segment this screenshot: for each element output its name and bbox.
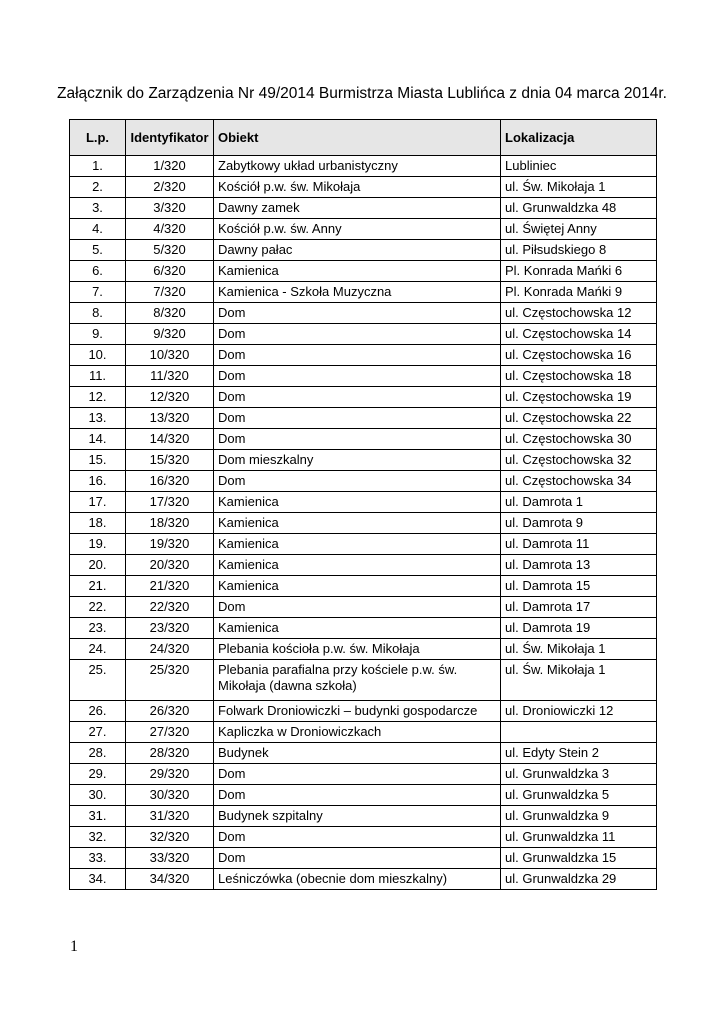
- cell-object: Folwark Droniowiczki – budynki gospodarcze: [214, 701, 501, 722]
- table-row: [70, 324, 657, 345]
- cell-object: Kościół p.w. św. Mikołaja: [214, 177, 501, 198]
- cell-identifier: 5/320: [126, 240, 214, 261]
- cell-lp: 9.: [70, 324, 126, 345]
- cell-location: ul. Damrota 15: [501, 576, 657, 597]
- cell-location: ul. Częstochowska 19: [501, 387, 657, 408]
- cell-location: ul. Piłsudskiego 8: [501, 240, 657, 261]
- cell-identifier: 2/320: [126, 177, 214, 198]
- table-row: [70, 743, 657, 764]
- table-row: [70, 387, 657, 408]
- cell-identifier: 23/320: [126, 618, 214, 639]
- cell-lp: 31.: [70, 806, 126, 827]
- cell-object: Dom: [214, 345, 501, 366]
- cell-location: ul. Droniowiczki 12: [501, 701, 657, 722]
- cell-object: Dom: [214, 429, 501, 450]
- cell-identifier: 9/320: [126, 324, 214, 345]
- header-location: Lokalizacja: [501, 120, 657, 156]
- table-row: [70, 785, 657, 806]
- cell-identifier: 28/320: [126, 743, 214, 764]
- cell-identifier: 4/320: [126, 219, 214, 240]
- cell-identifier: 27/320: [126, 722, 214, 743]
- cell-lp: 1.: [70, 156, 126, 177]
- table-row: [70, 827, 657, 848]
- table-row: [70, 639, 657, 660]
- cell-lp: 10.: [70, 345, 126, 366]
- cell-object: Dom: [214, 827, 501, 848]
- cell-object: Kamienica: [214, 534, 501, 555]
- cell-location: ul. Grunwaldzka 5: [501, 785, 657, 806]
- table-row: [70, 597, 657, 618]
- table-row: [70, 555, 657, 576]
- table-row: [70, 764, 657, 785]
- cell-identifier: 24/320: [126, 639, 214, 660]
- cell-object: Dom: [214, 597, 501, 618]
- cell-identifier: 32/320: [126, 827, 214, 848]
- table-row: [70, 240, 657, 261]
- cell-location: Pl. Konrada Mańki 6: [501, 261, 657, 282]
- cell-lp: 32.: [70, 827, 126, 848]
- cell-location: ul. Częstochowska 18: [501, 366, 657, 387]
- table-row: [70, 806, 657, 827]
- cell-identifier: 8/320: [126, 303, 214, 324]
- cell-identifier: 22/320: [126, 597, 214, 618]
- monuments-table: [69, 119, 657, 890]
- cell-location: ul. Częstochowska 12: [501, 303, 657, 324]
- cell-lp: 33.: [70, 848, 126, 869]
- cell-identifier: 26/320: [126, 701, 214, 722]
- cell-object: Kościół p.w. św. Anny: [214, 219, 501, 240]
- cell-location: ul. Grunwaldzka 48: [501, 198, 657, 219]
- table-row: [70, 534, 657, 555]
- cell-location: ul. Damrota 11: [501, 534, 657, 555]
- cell-object: Leśniczówka (obecnie dom mieszkalny): [214, 869, 501, 890]
- cell-object: Kamienica: [214, 555, 501, 576]
- table-row: [70, 869, 657, 890]
- cell-object: Dom: [214, 408, 501, 429]
- cell-lp: 5.: [70, 240, 126, 261]
- table-row: [70, 450, 657, 471]
- cell-lp: 23.: [70, 618, 126, 639]
- cell-object: Kapliczka w Droniowiczkach: [214, 722, 501, 743]
- cell-location: ul. Grunwaldzka 9: [501, 806, 657, 827]
- table-row: [70, 471, 657, 492]
- cell-location: ul. Damrota 13: [501, 555, 657, 576]
- cell-lp: 26.: [70, 701, 126, 722]
- cell-identifier: 18/320: [126, 513, 214, 534]
- table-row: [70, 848, 657, 869]
- cell-object: Dawny zamek: [214, 198, 501, 219]
- cell-identifier: 33/320: [126, 848, 214, 869]
- cell-object: Kamienica: [214, 492, 501, 513]
- cell-location: ul. Edyty Stein 2: [501, 743, 657, 764]
- cell-identifier: 1/320: [126, 156, 214, 177]
- header-object: Obiekt: [214, 120, 501, 156]
- cell-identifier: 7/320: [126, 282, 214, 303]
- cell-identifier: 21/320: [126, 576, 214, 597]
- cell-lp: 6.: [70, 261, 126, 282]
- cell-lp: 11.: [70, 366, 126, 387]
- cell-object: Kamienica: [214, 576, 501, 597]
- table-row: [70, 261, 657, 282]
- cell-location: ul. Św. Mikołaja 1: [501, 639, 657, 660]
- cell-identifier: 6/320: [126, 261, 214, 282]
- cell-location: ul. Damrota 17: [501, 597, 657, 618]
- table-row: [70, 282, 657, 303]
- cell-object: Dom: [214, 387, 501, 408]
- cell-lp: 2.: [70, 177, 126, 198]
- header-lp: L.p.: [70, 120, 126, 156]
- cell-identifier: 19/320: [126, 534, 214, 555]
- table-row: [70, 303, 657, 324]
- cell-location: ul. Częstochowska 14: [501, 324, 657, 345]
- cell-identifier: 14/320: [126, 429, 214, 450]
- cell-lp: 15.: [70, 450, 126, 471]
- cell-object: Kamienica: [214, 513, 501, 534]
- cell-object: Dom: [214, 764, 501, 785]
- cell-location: ul. Świętej Anny: [501, 219, 657, 240]
- cell-location: ul. Grunwaldzka 15: [501, 848, 657, 869]
- cell-lp: 21.: [70, 576, 126, 597]
- cell-identifier: 12/320: [126, 387, 214, 408]
- cell-object: Kamienica: [214, 618, 501, 639]
- cell-lp: 24.: [70, 639, 126, 660]
- cell-object: Dom: [214, 785, 501, 806]
- cell-identifier: 11/320: [126, 366, 214, 387]
- cell-lp: 7.: [70, 282, 126, 303]
- cell-object: Dom: [214, 848, 501, 869]
- cell-location: ul. Częstochowska 34: [501, 471, 657, 492]
- cell-object: Dom: [214, 303, 501, 324]
- cell-object: Plebania kościoła p.w. św. Mikołaja: [214, 639, 501, 660]
- cell-location: ul. Św. Mikołaja 1: [501, 660, 657, 701]
- table-row: [70, 198, 657, 219]
- cell-identifier: 31/320: [126, 806, 214, 827]
- cell-lp: 29.: [70, 764, 126, 785]
- cell-location: ul. Grunwaldzka 29: [501, 869, 657, 890]
- table-row: [70, 513, 657, 534]
- cell-lp: 4.: [70, 219, 126, 240]
- cell-lp: 18.: [70, 513, 126, 534]
- cell-identifier: 20/320: [126, 555, 214, 576]
- page-number: 1: [70, 938, 78, 955]
- cell-object: Kamienica: [214, 261, 501, 282]
- table-row: [70, 366, 657, 387]
- table-row: [70, 429, 657, 450]
- cell-location: ul. Damrota 1: [501, 492, 657, 513]
- cell-location: ul. Częstochowska 30: [501, 429, 657, 450]
- table-row: [70, 660, 657, 701]
- table-row: [70, 701, 657, 722]
- cell-identifier: 10/320: [126, 345, 214, 366]
- cell-location: ul. Grunwaldzka 11: [501, 827, 657, 848]
- cell-location: ul. Grunwaldzka 3: [501, 764, 657, 785]
- cell-object: Budynek: [214, 743, 501, 764]
- cell-object: Dom mieszkalny: [214, 450, 501, 471]
- table-row: [70, 618, 657, 639]
- cell-lp: 28.: [70, 743, 126, 764]
- cell-location: ul. Częstochowska 22: [501, 408, 657, 429]
- cell-identifier: 25/320: [126, 660, 214, 701]
- cell-lp: 17.: [70, 492, 126, 513]
- header-identifier: Identyfikator: [126, 120, 214, 156]
- cell-location: Pl. Konrada Mańki 9: [501, 282, 657, 303]
- cell-location: ul. Częstochowska 16: [501, 345, 657, 366]
- table-row: [70, 408, 657, 429]
- cell-lp: 12.: [70, 387, 126, 408]
- cell-identifier: 15/320: [126, 450, 214, 471]
- cell-location: ul. Damrota 9: [501, 513, 657, 534]
- cell-identifier: 29/320: [126, 764, 214, 785]
- cell-lp: 27.: [70, 722, 126, 743]
- table-row: [70, 219, 657, 240]
- table-row: [70, 722, 657, 743]
- cell-object: Budynek szpitalny: [214, 806, 501, 827]
- cell-identifier: 16/320: [126, 471, 214, 492]
- cell-identifier: 13/320: [126, 408, 214, 429]
- cell-lp: 20.: [70, 555, 126, 576]
- cell-object: Plebania parafialna przy kościele p.w. św. Mikołaja (dawna szkoła): [214, 660, 501, 701]
- cell-lp: 30.: [70, 785, 126, 806]
- cell-object: Dawny pałac: [214, 240, 501, 261]
- cell-identifier: 34/320: [126, 869, 214, 890]
- table-row: [70, 576, 657, 597]
- cell-lp: 19.: [70, 534, 126, 555]
- cell-identifier: 3/320: [126, 198, 214, 219]
- cell-lp: 25.: [70, 660, 126, 701]
- cell-location: ul. Damrota 19: [501, 618, 657, 639]
- cell-location: [501, 722, 657, 743]
- table-row: [70, 156, 657, 177]
- cell-object: Kamienica - Szkoła Muzyczna: [214, 282, 501, 303]
- cell-lp: 3.: [70, 198, 126, 219]
- table-body: [70, 156, 657, 890]
- cell-lp: 8.: [70, 303, 126, 324]
- cell-object: Dom: [214, 366, 501, 387]
- document-title: Załącznik do Zarządzenia Nr 49/2014 Burmistrza Miasta Lublińca z dnia 04 marca 2014r.: [57, 85, 667, 102]
- cell-object: Zabytkowy układ urbanistyczny: [214, 156, 501, 177]
- cell-object: Dom: [214, 471, 501, 492]
- table-row: [70, 492, 657, 513]
- cell-object: Dom: [214, 324, 501, 345]
- table-row: [70, 345, 657, 366]
- cell-location: Lubliniec: [501, 156, 657, 177]
- cell-lp: 16.: [70, 471, 126, 492]
- cell-lp: 14.: [70, 429, 126, 450]
- table-header-row: [70, 120, 657, 156]
- cell-location: ul. Częstochowska 32: [501, 450, 657, 471]
- cell-lp: 13.: [70, 408, 126, 429]
- cell-lp: 22.: [70, 597, 126, 618]
- cell-lp: 34.: [70, 869, 126, 890]
- cell-identifier: 17/320: [126, 492, 214, 513]
- table-row: [70, 177, 657, 198]
- cell-location: ul. Św. Mikołaja 1: [501, 177, 657, 198]
- cell-identifier: 30/320: [126, 785, 214, 806]
